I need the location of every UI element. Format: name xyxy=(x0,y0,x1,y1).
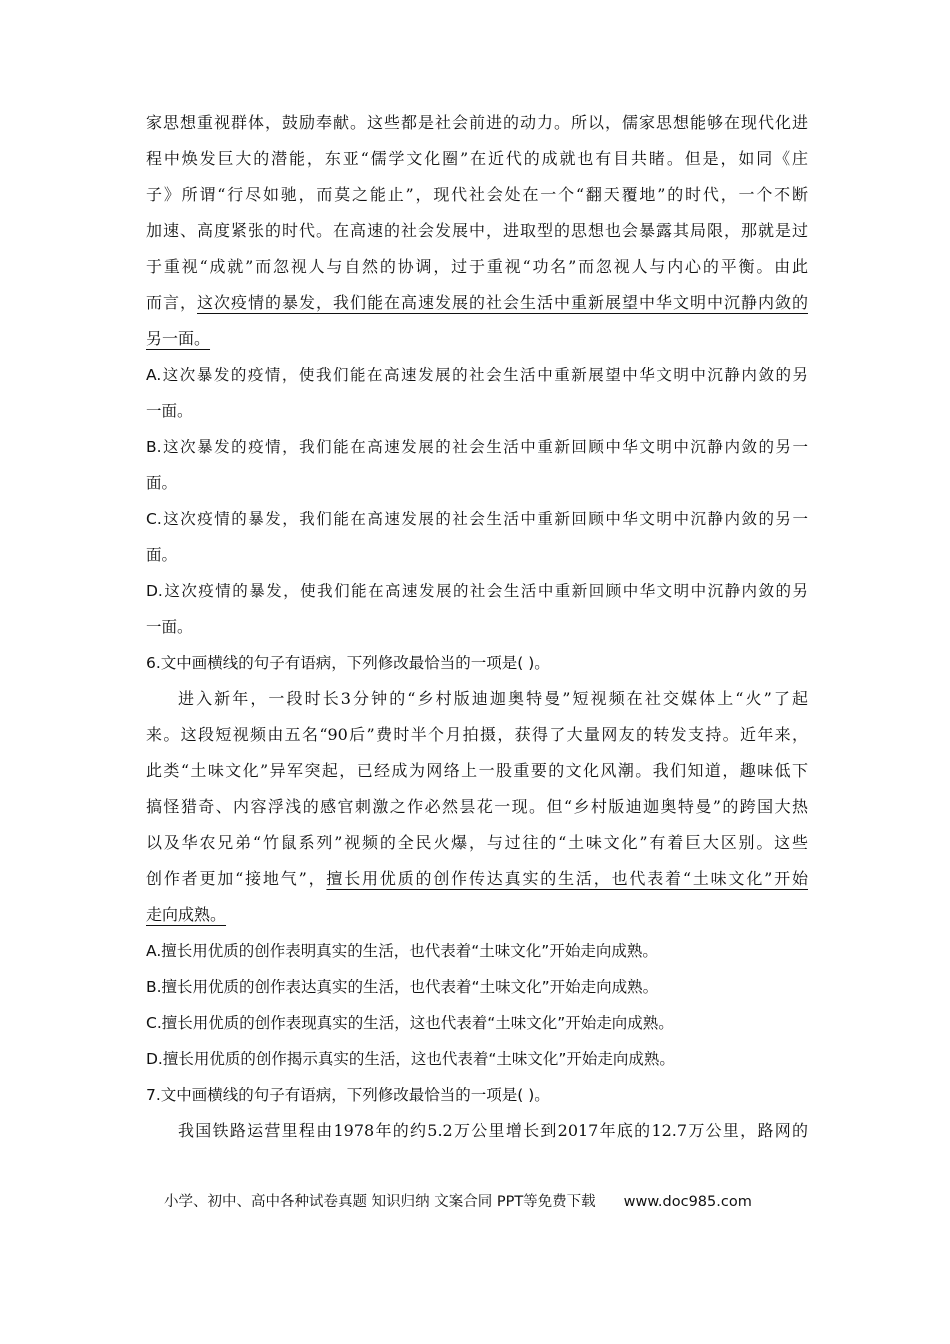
option-c: C.这次疫情的暴发，我们能在高速发展的社会生活中重新回顾中华文明中沉静内敛的另一 xyxy=(146,510,808,528)
underlined-sentence: 走向成熟。 xyxy=(146,905,227,924)
page-content xyxy=(146,105,808,1149)
underlined-sentence: 另一面。 xyxy=(146,329,211,348)
passage-line xyxy=(146,285,808,321)
option-c: C.擅长用优质的创作表现真实的生活，这也代表着“土味文化”开始走向成熟。 xyxy=(146,1014,674,1032)
passage-line: 家思想重视群体，鼓励奉献。这些都是社会前进的动力。所以，儒家思想能够在现代化进 xyxy=(146,113,808,132)
option-d: D.擅长用优质的创作揭示真实的生活，这也代表着“土味文化”开始走向成熟。 xyxy=(146,1050,675,1068)
passage-line: 于重视“成就”而忽视人与自然的协调，过于重视“功名”而忽视人与内心的平衡。由此 xyxy=(146,257,808,276)
option-b: B.擅长用优质的创作表达真实的生活，也代表着“土味文化”开始走向成熟。 xyxy=(146,978,659,996)
option-c-continued: 面。 xyxy=(146,546,178,564)
option-a-continued: 一面。 xyxy=(146,402,193,420)
footer-url: www.doc985.com xyxy=(623,1194,752,1210)
option-a: A.这次暴发的疫情，使我们能在高速发展的社会生活中重新展望中华文明中沉静内敛的另 xyxy=(146,366,808,384)
option-d: D.这次疫情的暴发，使我们能在高速发展的社会生活中重新回顾中华文明中沉静内敛的另 xyxy=(146,582,808,600)
passage-line: 加速、高度紧张的时代。在高速的社会发展中，进取型的思想也会暴露其局限，那就是过 xyxy=(146,221,808,240)
underlined-sentence: 这次疫情的暴发，我们能在高速发展的社会生活中重新展望中华文明中沉静内敛的 xyxy=(197,293,808,312)
passage-line: 进入新年，一段时长3分钟的“乡村版迪迦奥特曼”短视频在社交媒体上“火”了起 xyxy=(178,689,808,708)
passage-line: 搞怪猎奇、内容浮浅的感官刺激之作必然昙花一现。但“乡村版迪迦奥特曼”的跨国大热 xyxy=(146,797,808,816)
passage-text: 创作者更加“接地气”， xyxy=(146,869,327,888)
question-6-stem: 6.文中画横线的句子有语病，下列修改最恰当的一项是( )。 xyxy=(146,654,550,672)
passage-line: 此类“土味文化”异军突起，已经成为网络上一股重要的文化风潮。我们知道，趣味低下 xyxy=(146,761,808,780)
passage-line xyxy=(146,321,808,357)
passage-line: 以及华农兄弟“竹鼠系列”视频的全民火爆，与过往的“土味文化”有着巨大区别。这些 xyxy=(146,833,808,852)
passage-line xyxy=(146,861,808,897)
passage-line: 程中焕发巨大的潜能，东亚“儒学文化圈”在近代的成就也有目共睹。但是，如同《庄 xyxy=(146,149,808,168)
option-b-continued: 面。 xyxy=(146,474,178,492)
underlined-sentence: 擅长用优质的创作传达真实的生活，也代表着“土味文化”开始 xyxy=(326,869,808,888)
option-b: B.这次暴发的疫情，我们能在高速发展的社会生活中重新回顾中华文明中沉静内敛的另一 xyxy=(146,438,808,456)
passage-line: 我国铁路运营里程由1978年的约5.2万公里增长到2017年底的12.7万公里，路网的 xyxy=(178,1121,808,1140)
passage-line: 子》所谓“行尽如驰，而莫之能止”，现代社会处在一个“翻天覆地”的时代，一个不断 xyxy=(146,185,808,204)
footer-text: 小学、初中、高中各种试卷真题 知识归纳 文案合同 PPT等免费下载 xyxy=(164,1194,596,1210)
passage-line xyxy=(146,897,808,933)
question-7-stem: 7.文中画横线的句子有语病，下列修改最恰当的一项是( )。 xyxy=(146,1086,550,1104)
option-d-continued: 一面。 xyxy=(146,618,193,636)
passage-text: 而言， xyxy=(146,293,197,312)
page-footer xyxy=(164,1190,804,1211)
passage-line: 来。这段短视频由五名“90后”费时半个月拍摄，获得了大量网友的转发支持。近年来， xyxy=(146,725,808,744)
option-a: A.擅长用优质的创作表明真实的生活，也代表着“土味文化”开始走向成熟。 xyxy=(146,942,658,960)
